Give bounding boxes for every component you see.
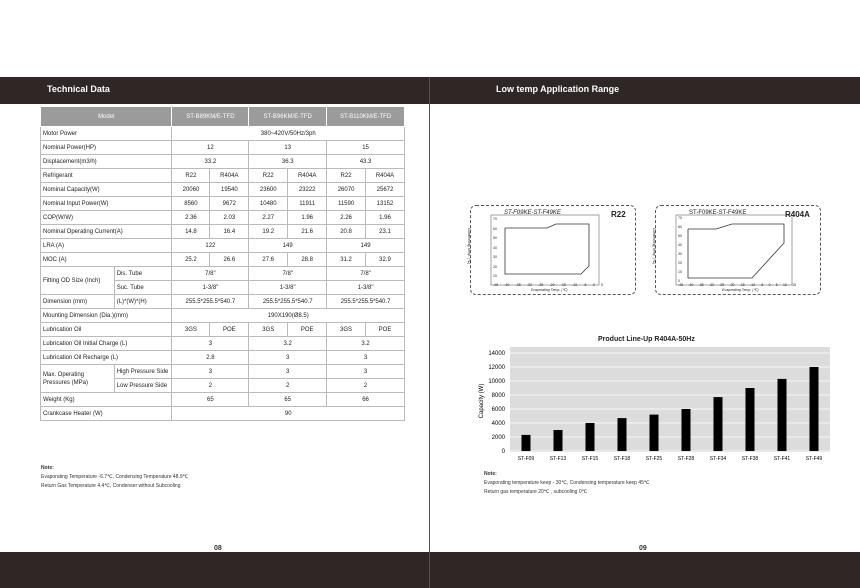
chart-plot-background: [510, 347, 830, 452]
cell: 2.03: [210, 211, 249, 225]
range-r22-xlabel: Evaporating Temp. (℃): [531, 288, 568, 292]
cell: 11911: [288, 197, 327, 211]
table-row: [41, 127, 405, 141]
row-label: Nominal Operating Current(A): [41, 225, 172, 239]
table-row: [41, 169, 405, 183]
x-tick-label: -5: [760, 283, 764, 287]
cell: 9672: [210, 197, 249, 211]
note-line: Evaporating Temperature -6.7℃, Condensing Temperature 48.9℃: [41, 474, 189, 480]
cell: R404A: [288, 169, 327, 183]
cell: 15: [327, 141, 405, 155]
header-model-3: ST-B110KM/E-TFD: [327, 107, 405, 127]
technical-data-table: [40, 106, 405, 421]
chart-bar: [714, 397, 723, 451]
cell: 36.3: [249, 155, 327, 169]
y-tick-label: 40: [678, 243, 682, 247]
cell: 65: [249, 393, 327, 407]
cell: 2: [327, 379, 405, 393]
range-r22-refrigerant: R22: [611, 210, 626, 219]
cell: 7/8": [172, 267, 249, 281]
sub-label: High Pressure Side: [114, 365, 172, 379]
cell: 1.96: [288, 211, 327, 225]
cell: 3: [172, 337, 249, 351]
cell: 65: [172, 393, 249, 407]
cell: 19.2: [249, 225, 288, 239]
cell: R22: [327, 169, 366, 183]
y-tick-label: 12000: [488, 365, 505, 371]
right-page-number: 09: [639, 545, 647, 552]
cell: 11590: [327, 197, 366, 211]
cell: 13152: [366, 197, 405, 211]
cell: 3: [249, 365, 327, 379]
row-label: MOC (A): [41, 253, 172, 267]
table-row: [41, 253, 405, 267]
y-tick-label: 14000: [488, 351, 505, 357]
x-tick-label: 0: [768, 283, 771, 287]
x-tick-label: -35: [515, 283, 521, 287]
table-row: [41, 393, 405, 407]
x-tick-label: ST-F41: [773, 456, 791, 462]
x-tick-label: ST-F25: [645, 456, 663, 462]
chart-bar: [810, 367, 819, 451]
x-tick-label: -10: [572, 283, 578, 287]
range-r22-ylabel: Condensing Temp. (℃): [467, 227, 472, 265]
row-label: Fitting OD Size (Inch): [41, 267, 115, 295]
table-row: [41, 267, 405, 281]
header-model-2: ST-B96KM/E-TFD: [249, 107, 327, 127]
cell: 28.8: [288, 253, 327, 267]
chart-bar: [778, 379, 787, 451]
x-tick-label: -5: [583, 283, 587, 287]
table-row: [41, 197, 405, 211]
cell: 1-3/8": [249, 281, 327, 295]
row-label: Weight (Kg): [41, 393, 172, 407]
range-r404a-ylabel: Condensing Temp. (℃): [652, 227, 657, 265]
table-row: [41, 323, 405, 337]
row-label: Lubrication Oil Recharge (L): [41, 351, 172, 365]
table-row: [41, 141, 405, 155]
table-row: [41, 295, 405, 309]
chart-bar: [682, 409, 691, 451]
y-tick-label: 70: [493, 217, 497, 221]
chart-y-axis-label: Capacity (W): [479, 383, 485, 419]
cell: R22: [172, 169, 210, 183]
y-tick-label: 10: [678, 270, 682, 274]
chart-bar: [650, 415, 659, 451]
row-label: Nominal Power(HP): [41, 141, 172, 155]
range-r22-yticks: [493, 215, 501, 282]
cell: 3: [327, 351, 405, 365]
row-label: Lubrication Oil: [41, 323, 172, 337]
y-tick-label: 6000: [491, 407, 505, 413]
row-label: Displacement(m3/h): [41, 155, 172, 169]
chart-bar: [586, 423, 595, 451]
x-tick-label: -25: [719, 283, 725, 287]
chart-bar: [746, 388, 755, 451]
cell: 2.27: [249, 211, 288, 225]
cell: 23600: [249, 183, 288, 197]
cell: 1-3/8": [327, 281, 405, 295]
y-tick-label: 70: [678, 216, 682, 220]
chart-title: Product Line-Up R404A-50Hz: [598, 336, 695, 343]
cell: 2.26: [327, 211, 366, 225]
cell: 7/8": [249, 267, 327, 281]
table-row: [41, 351, 405, 365]
table-row: [41, 225, 405, 239]
x-tick-label: -35: [698, 283, 704, 287]
x-tick-label: -40: [688, 283, 694, 287]
row-label: Dimension (mm): [41, 295, 115, 309]
sub-label: Dis. Tube: [114, 267, 172, 281]
sub-label: Low Pressure Side: [114, 379, 172, 393]
header-model-1: ST-B89KM/E-TFD: [172, 107, 249, 127]
cell: 32.9: [366, 253, 405, 267]
sub-label: Suc. Tube: [114, 281, 172, 295]
note-line: Return gas temperature 20℃ , subcooling 0℃: [484, 489, 588, 495]
chart-bar: [618, 418, 627, 451]
right-note: [484, 470, 650, 497]
y-tick-label: 50: [493, 236, 497, 240]
cell: 19540: [210, 183, 249, 197]
cell: 190X190(Ø8.5): [172, 309, 405, 323]
range-r404a-model: ST-F09KE-ST-F49KE: [689, 210, 747, 216]
x-tick-label: 10: [782, 283, 787, 287]
x-tick-label: -30: [708, 283, 714, 287]
cell: 255.5*255.5*540.7: [172, 295, 249, 309]
cell: 2: [172, 379, 249, 393]
x-tick-label: 5: [600, 283, 603, 287]
row-label: LRA (A): [41, 239, 172, 253]
cell: 3.2: [249, 337, 327, 351]
x-tick-label: 0: [592, 283, 595, 287]
chart-bar: [554, 430, 563, 451]
y-tick-label: 10000: [488, 379, 505, 385]
range-r404a-refrigerant: R404A: [785, 210, 810, 219]
row-label: Nominal Input Power(W): [41, 197, 172, 211]
table-row: [41, 407, 405, 421]
note-line: Return Gas Temperature 4.4℃, Condenser without Subcooling: [41, 483, 181, 489]
table-row: [41, 337, 405, 351]
cell: 31.2: [327, 253, 366, 267]
x-tick-label: 15: [792, 283, 796, 287]
x-tick-label: -45: [678, 283, 684, 287]
row-label: COP(W/W): [41, 211, 172, 225]
range-r404a-xlabel: Evaporating Temp. (℃): [722, 288, 759, 292]
range-r404a-yticks: [678, 214, 686, 286]
cell: 255.5*255.5*540.7: [327, 295, 405, 309]
x-tick-label: ST-F15: [581, 456, 599, 462]
x-tick-label: -30: [526, 283, 532, 287]
row-label: Nominal Capacity(W): [41, 183, 172, 197]
table-row: [41, 309, 405, 323]
cell: 43.3: [327, 155, 405, 169]
cell: 12: [172, 141, 249, 155]
chart-grid: [510, 353, 830, 451]
range-r404a-xticks: [678, 283, 796, 287]
x-tick-label: -15: [739, 283, 745, 287]
x-tick-label: ST-F13: [549, 456, 567, 462]
cell: 380~420V/50Hz/3ph: [172, 127, 405, 141]
chart-bar: [522, 435, 531, 451]
cell: 20060: [172, 183, 210, 197]
cell: 3: [249, 351, 327, 365]
range-r404a-box: [652, 205, 821, 295]
cell: POE: [366, 323, 405, 337]
y-tick-label: 10: [493, 274, 497, 278]
x-tick-label: -15: [560, 283, 566, 287]
cell: 149: [327, 239, 405, 253]
row-label: Motor Power: [41, 127, 172, 141]
range-r22-model: ST-F09KE-ST-F49KE: [504, 210, 561, 216]
y-tick-label: 2000: [491, 435, 505, 441]
chart-bars: [522, 367, 819, 451]
cell: 7/8": [327, 267, 405, 281]
cell: R22: [249, 169, 288, 183]
x-tick-label: ST-F38: [741, 456, 759, 462]
y-tick-label: 20: [678, 261, 682, 265]
cell: 25.2: [172, 253, 210, 267]
y-tick-label: 60: [493, 226, 497, 231]
x-tick-label: ST-F09: [517, 456, 535, 462]
sub-label: (L)*(W)*(H): [114, 295, 172, 309]
x-tick-label: ST-F28: [677, 456, 695, 462]
row-label: Crankcase Heater (W): [41, 407, 172, 421]
cell: 27.6: [249, 253, 288, 267]
cell: 1.96: [366, 211, 405, 225]
cell: R404A: [366, 169, 405, 183]
table-row: [41, 211, 405, 225]
note-title: Note:: [484, 471, 497, 477]
cell: 122: [172, 239, 249, 253]
footer-bar: [0, 552, 860, 588]
row-label: Mounting Dimension (Dia.)(mm): [41, 309, 172, 323]
range-r22-box: [467, 205, 636, 295]
cell: 26.6: [210, 253, 249, 267]
note-title: Note:: [41, 465, 54, 471]
cell: 3: [327, 365, 405, 379]
cell: 13: [249, 141, 327, 155]
row-label: Max. Operating Pressures (MPa): [41, 365, 115, 393]
x-tick-label: -20: [549, 283, 555, 287]
note-line: Evaporating temperature keep - 30℃, Condensing temperature keep 45℃: [484, 480, 650, 486]
chart-y-tick-labels: [488, 351, 505, 455]
right-header-title: Low temp Application Range: [496, 84, 620, 94]
row-label: Refrigerant: [41, 169, 172, 183]
cell: 21.6: [288, 225, 327, 239]
page-divider: [429, 77, 430, 588]
x-tick-label: -25: [538, 283, 544, 287]
y-tick-label: 8000: [491, 393, 505, 399]
cell: 3.2: [327, 337, 405, 351]
cell: 3GS: [327, 323, 366, 337]
cell: 3GS: [249, 323, 288, 337]
x-tick-label: ST-F34: [709, 456, 727, 462]
range-r22-plot-frame: [491, 215, 599, 285]
y-tick-label: 0: [678, 279, 680, 283]
left-header-title: Technical Data: [47, 84, 110, 94]
cell: 3GS: [172, 323, 210, 337]
x-tick-label: -45: [493, 283, 499, 287]
y-tick-label: 30: [493, 255, 497, 259]
cell: 23222: [288, 183, 327, 197]
range-r404a-envelope: [688, 224, 784, 278]
cell: 23.1: [366, 225, 405, 239]
cell: 26070: [327, 183, 366, 197]
cell: 20.8: [327, 225, 366, 239]
table-row: [41, 155, 405, 169]
x-tick-label: -40: [504, 283, 510, 287]
table-header-row: [41, 107, 405, 127]
cell: 2.8: [172, 351, 249, 365]
header-bar: [0, 77, 860, 104]
x-tick-label: ST-F49: [805, 456, 823, 462]
cell: 16.4: [210, 225, 249, 239]
header-model: Model: [41, 107, 172, 127]
cell: 66: [327, 393, 405, 407]
chart-x-tick-labels: [518, 456, 823, 462]
cell: 3: [172, 365, 249, 379]
cell: POE: [288, 323, 327, 337]
cell: 10480: [249, 197, 288, 211]
table-row: [41, 183, 405, 197]
cell: 90: [172, 407, 405, 421]
left-page-number: 08: [214, 545, 222, 552]
range-r22-xticks: [493, 283, 603, 287]
y-tick-label: 60: [678, 225, 682, 229]
y-tick-label: 30: [678, 252, 682, 256]
x-tick-label: -20: [729, 283, 735, 287]
cell: POE: [210, 323, 249, 337]
range-r404a-plot-frame: [676, 215, 792, 285]
y-tick-label: 50: [678, 234, 682, 238]
cell: R404A: [210, 169, 249, 183]
row-label: Lubrication Oil Initial Charge (L): [41, 337, 172, 351]
y-tick-label: 4000: [491, 421, 505, 427]
cell: 33.2: [172, 155, 249, 169]
cell: 2: [249, 379, 327, 393]
range-r22-envelope: [505, 224, 589, 274]
x-tick-label: -10: [749, 283, 756, 287]
table-row: [41, 365, 405, 379]
cell: 2.36: [172, 211, 210, 225]
cell: 149: [249, 239, 327, 253]
cell: 8560: [172, 197, 210, 211]
cell: 14.8: [172, 225, 210, 239]
table-row: [41, 239, 405, 253]
cell: 1-3/8": [172, 281, 249, 295]
cell: 255.5*255.5*540.7: [249, 295, 327, 309]
cell: 25672: [366, 183, 405, 197]
x-tick-label: ST-F18: [613, 456, 631, 462]
left-note: [41, 464, 188, 491]
x-tick-label: 5: [775, 283, 778, 287]
y-tick-label: 0: [501, 449, 505, 455]
y-tick-label: 20: [493, 264, 497, 269]
y-tick-label: 40: [493, 245, 497, 250]
